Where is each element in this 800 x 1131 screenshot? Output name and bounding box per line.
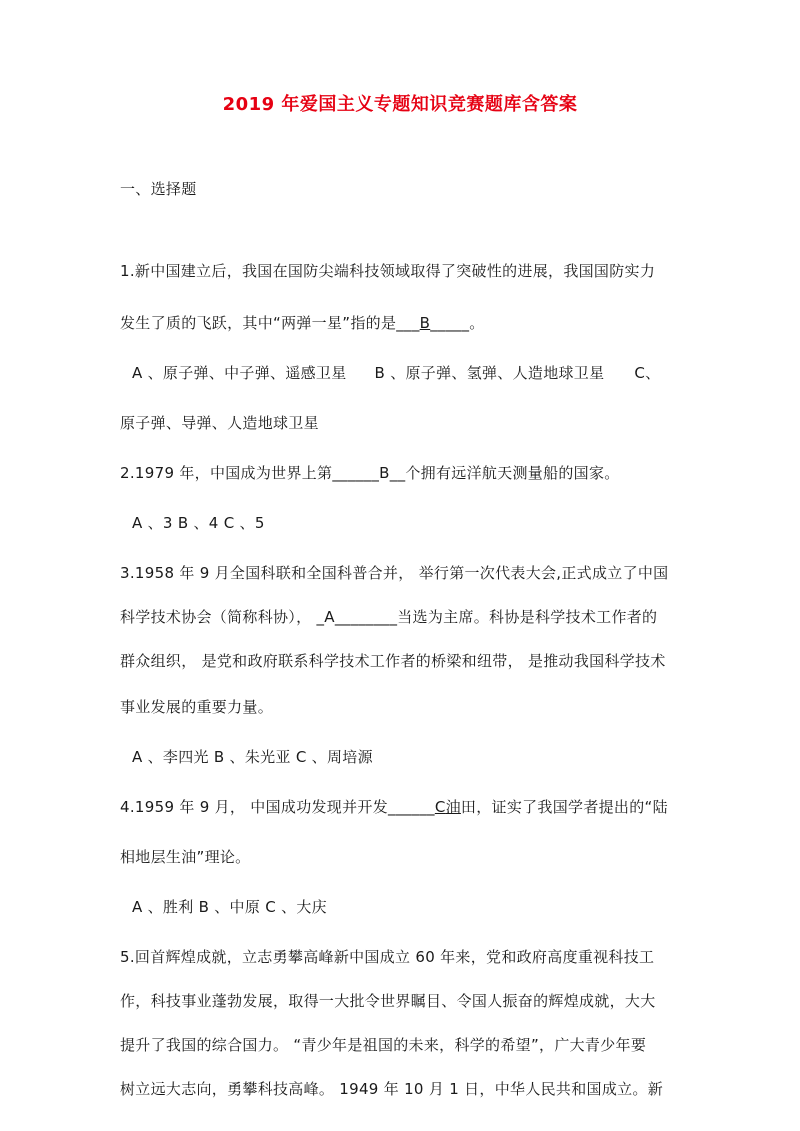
q3-line2 — [120, 606, 657, 627]
q2-blank: ______ — [332, 464, 380, 482]
q3-line1: 3.1958 年 9 月全国科联和全国科普合并， 举行第一次代表大会,正式成立了中国 — [120, 564, 669, 582]
q1-option-c-label: C、 — [634, 364, 661, 382]
q2-unit: __个 — [389, 464, 421, 482]
q1-line2 — [120, 312, 485, 333]
q1-options — [132, 362, 660, 383]
q1-text: 发生了质的飞跃，其中“两弹一星”指的是 — [120, 314, 397, 332]
q1-blank: ___ — [396, 314, 420, 332]
q2-line1 — [120, 462, 620, 483]
q2-text-end: 拥有远洋航天测量船的国家。 — [420, 464, 620, 482]
q4-answer: C — [434, 798, 446, 816]
section-heading: 一、选择题 — [120, 180, 197, 198]
document-title: 2019 年爱国主义专题知识竞赛题库含答案 — [222, 94, 578, 115]
q4-options: A 、胜利 B 、中原 C 、大庆 — [132, 898, 327, 916]
q3-text-end: 当选为主席。科协是科学技术工作者的 — [397, 608, 658, 626]
q5-line2: 作，科技事业蓬勃发展，取得一大批令世界瞩目、令国人振奋的辉煌成就，大大 — [120, 992, 656, 1010]
q5-line4: 树立远大志向，勇攀科技高峰。 1949 年 10 月 1 日，中华人民共和国成立。新 — [120, 1080, 664, 1098]
q5-line1: 5.回首辉煌成就，立志勇攀高峰新中国成立 60 年来，党和政府高度重视科技工 — [120, 948, 655, 966]
q5-line3: 提升了我国的综合国力。 “青少年是祖国的未来，科学的希望”，广大青少年要 — [120, 1036, 647, 1054]
q1-option-b: B 、原子弹、氢弹、人造地球卫星 — [374, 364, 605, 382]
q3-text: 科学技术协会（简称科协）， _A — [120, 608, 335, 626]
q3-options: A 、李四光 B 、朱光亚 C 、周培源 — [132, 748, 373, 766]
q4-blank: ______ — [388, 798, 435, 816]
q3-line4: 事业发展的重要力量。 — [120, 698, 274, 716]
q4-text: 4.1959 年 9 月， 中国成功发现并开发 — [120, 798, 389, 816]
q1-blank-2: _____ — [430, 314, 470, 332]
q4-line2: 相地层生油”理论。 — [120, 848, 251, 866]
q4-text-mid: 油 — [445, 798, 461, 816]
q1-line1: 1.新中国建立后，我国在国防尖端科技领域取得了突破性的进展，我国国防实力 — [120, 262, 656, 280]
q1-option-a: A 、原子弹、中子弹、遥感卫星 — [132, 364, 347, 382]
q4-text-end: 田，证实了我国学者提出的“陆 — [460, 798, 668, 816]
q1-end: 。 — [469, 314, 485, 332]
q2-text: 2.1979 年，中国成为世界上第 — [120, 464, 333, 482]
q4-line1 — [120, 796, 668, 817]
q2-options: A 、3 B 、4 C 、5 — [132, 514, 265, 532]
q3-line3: 群众组织， 是党和政府联系科学技术工作者的桥梁和纽带， 是推动我国科学技术 — [120, 652, 666, 670]
q3-blank: ________ — [334, 608, 398, 626]
q1-answer: B — [419, 314, 431, 332]
q1-option-c: 原子弹、导弹、人造地球卫星 — [120, 414, 319, 432]
q2-answer: B — [379, 464, 390, 482]
